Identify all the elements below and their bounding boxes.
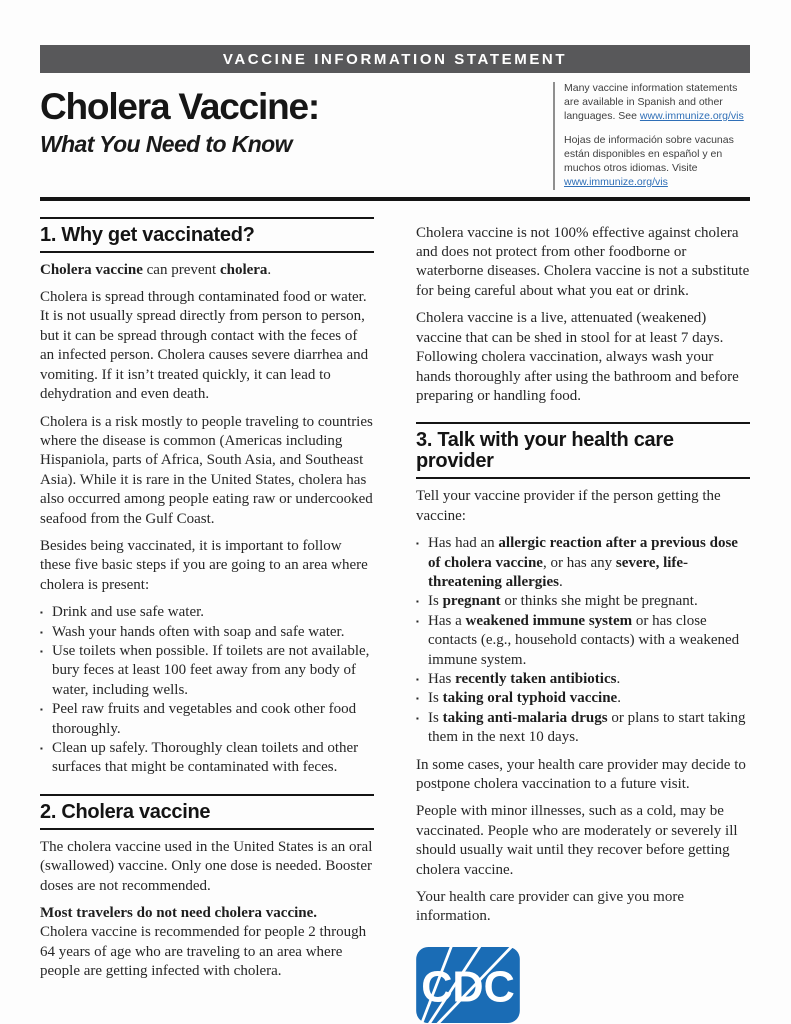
bullet-list (416, 534, 750, 747)
bullet-item: ▪ Peel raw fruits and vegetables and cook other food thoroughly. (40, 700, 374, 739)
left-column (40, 201, 374, 1023)
cdc-logo-block (416, 947, 750, 1023)
section-heading: 2. Cholera vaccine (40, 794, 374, 830)
immunize-link-es[interactable]: www.immunize.org/vis (564, 175, 668, 188)
right-column (416, 201, 750, 1023)
paragraph: The cholera vaccine used in the United States is an oral (swallowed) vaccine. Only one dose is needed. Booster doses are not recommended. (40, 838, 373, 894)
immunize-link-en[interactable]: www.immunize.org/vis (639, 109, 744, 122)
paragraph: Cholera is spread through contaminated food or water. It is not usually spread directly from person to person, but it can be spread through contact with the feces of an infected person. Cholera causes severe diarrhea and vomiting. If it isn’t treated quickly, it can lead to dehydration and even death. (40, 289, 369, 403)
page-subtitle: What You Need to Know (40, 131, 292, 157)
info-text-en-body: Many vaccine information statements are available in Spanish and other languages. See (564, 82, 738, 122)
bullet-item: ▪ Drink and use safe water. (40, 603, 374, 622)
paragraph: People with minor illnesses, such as a cold, may be vaccinated. People who are moderately or severely ill should usually wait until they recover before getting cholera vaccine. (416, 803, 738, 878)
paragraph: Cholera is a risk mostly to people traveling to countries where the disease is common (Americas including Hispaniola, parts of Africa, South Asia, and Southeast Asia). While it is rare in the United States, cholera has also occurred among people eating raw or undercooked seafood from the Gulf Coast. (40, 413, 373, 527)
paragraph: In some cases, your health care provider may decide to postpone cholera vaccination to a future visit. (416, 756, 746, 793)
bullet-item: ▪ Is taking oral typhoid vaccine. (416, 689, 750, 708)
info-text-english (564, 82, 750, 124)
page-title: Cholera Vaccine: (40, 86, 319, 127)
section-heading: 1. Why get vaccinated? (40, 217, 374, 253)
bullet-item: ▪ Has recently taken antibiotics. (416, 670, 750, 689)
paragraph: Besides being vaccinated, it is important to follow these five basic steps if you are going to an area where cholera is present: (40, 537, 368, 593)
language-info-box (553, 82, 750, 190)
title-block (40, 80, 553, 156)
paragraph: Your health care provider can give you more information. (416, 889, 684, 925)
banner-bar: VACCINE INFORMATION STATEMENT (40, 45, 750, 73)
paragraph: Cholera vaccine can prevent cholera. (40, 261, 272, 278)
bullet-item: ▪ Clean up safely. Thoroughly clean toilets and other surfaces that might be contaminated with feces. (40, 739, 374, 778)
bullet-item: ▪ Is pregnant or thinks she might be pregnant. (416, 592, 750, 611)
paragraph: Tell your vaccine provider if the person getting the vaccine: (416, 488, 721, 524)
cdc-acronym: CDC (421, 963, 515, 1012)
paragraph: Cholera vaccine is a live, attenuated (weakened) vaccine that can be shed in stool for at least 7 days. Following cholera vaccination, always wash your hands thoroughly after using the bathroom and before preparing or handling food. (416, 310, 739, 404)
bullet-item: ▪ Has a weakened immune system or has close contacts (e.g., household contacts) with a weakened immune system. (416, 612, 750, 670)
bullet-item: ▪ Is taking anti-malaria drugs or plans to start taking them in the next 10 days. (416, 709, 750, 748)
bullet-item: ▪ Wash your hands often with soap and safe water. (40, 623, 374, 642)
paragraph: Most travelers do not need cholera vaccine. Cholera vaccine is recommended for people 2 through 64 years of age who are traveling to an area where people are getting infected with cholera. (40, 905, 367, 980)
info-text-spanish (564, 134, 750, 190)
info-text-es-body: Hojas de información sobre vacunas están disponibles en español y en muchos otros idiomas. Visite (564, 133, 734, 174)
masthead (40, 80, 750, 190)
two-column-body (40, 201, 750, 1023)
bullet-item: ▪ Has had an allergic reaction after a previous dose of cholera vaccine, or has any severe, life-threatening allergies. (416, 534, 750, 592)
section-heading: 3. Talk with your health care provider (416, 422, 750, 479)
bullet-list (40, 603, 374, 778)
bullet-item: ▪ Use toilets when possible. If toilets are not available, bury feces at least 100 feet away from any body of water, including wells. (40, 642, 374, 700)
cdc-logo (416, 947, 520, 1023)
paragraph: Cholera vaccine is not 100% effective against cholera and does not protect from other foodborne or waterborne diseases. Cholera vaccine is not a substitute for being careful about what you eat or drink. (416, 224, 750, 299)
